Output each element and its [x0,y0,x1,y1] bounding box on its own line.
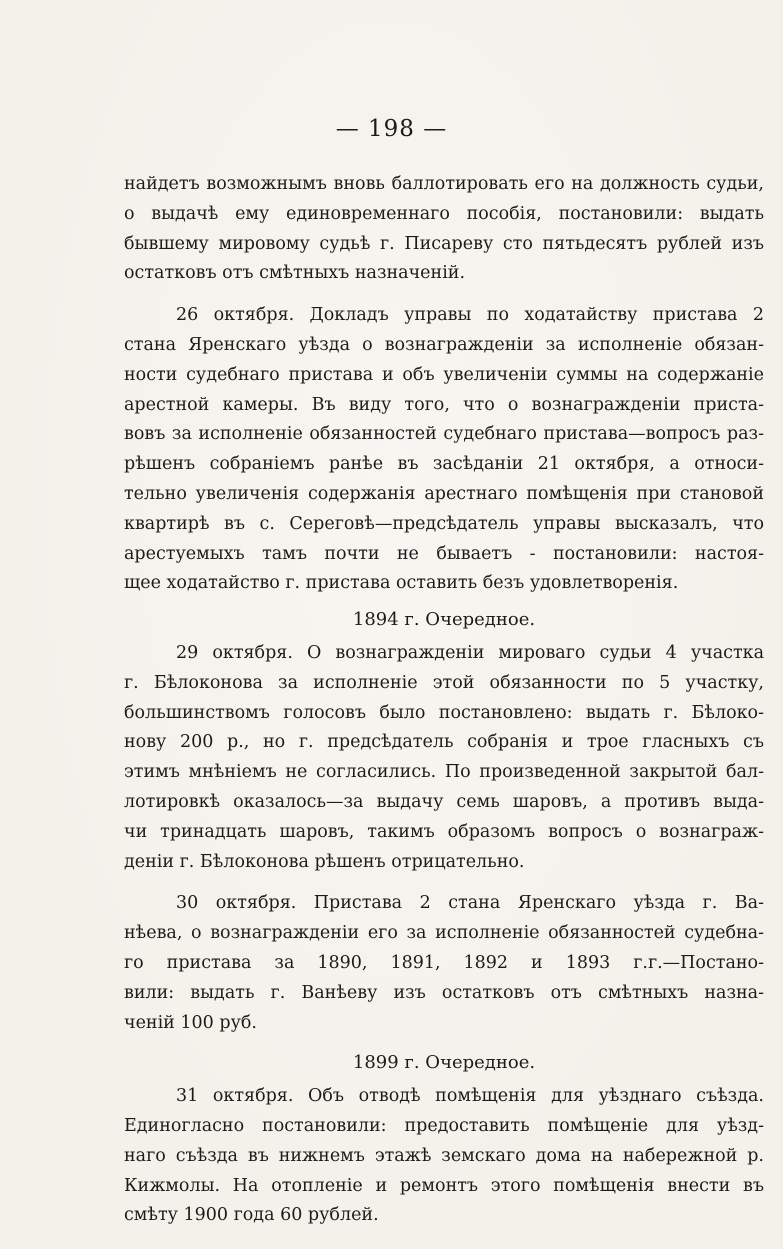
text-line: арестуемыхъ тамъ почти не бываетъ - постановили: настоя- [124,543,764,564]
text-line: тельно увеличенія содержанія арестнаго помѣщенія при становой [124,483,764,504]
document-body [124,170,764,1231]
text-line: бывшему мировому судьѣ г. Писареву сто пятьдесятъ рублей изъ [124,233,764,254]
paragraph [124,1082,764,1231]
text-line: нову 200 р., но г. предсѣдатель собранія и трое гласныхъ съ [124,732,764,753]
text-line: Единогласно постановили: предоставить помѣщеніе для уѣзд- [124,1115,764,1136]
section-heading: 1894 г. Очередное. [352,609,536,631]
text-line: Кижмолы. На отопленіе и ремонтъ этого помѣщенія внести въ [124,1175,764,1196]
page-number: — 198 — [335,116,448,142]
text-line: лотировкѣ оказалось—за выдачу семь шаровъ, а противъ выда- [124,791,764,812]
text-line: ченій 100 руб. [124,1012,257,1033]
text-line: о выдачѣ ему единовременнаго пособія, постановили: выдать [124,203,764,224]
paragraph [124,170,764,289]
paragraph [124,639,764,877]
text-line: 30 октября. Пристава 2 стана Яренскаго уѣзда г. Ва- [176,893,764,914]
text-line: этимъ мнѣніемъ не согласились. По произведенной закрытой бал- [124,762,764,783]
text-line: чи тринадцать шаровъ, такимъ образомъ вопросъ о вознаграж- [124,821,764,842]
text-line: большинствомъ голосовъ было постановлено: выдать г. Бѣлоко- [124,702,764,723]
text-line: рѣшенъ собраніемъ ранѣе въ засѣданіи 21 октября, а относи- [124,454,764,475]
section-heading: 1899 г. Очередное. [352,1052,536,1074]
text-line: го пристава за 1890, 1891, 1892 и 1893 г.г.—Постано- [124,952,764,973]
text-line: ности судебнаго пристава и объ увеличеніи суммы на содержаніе [124,364,764,385]
text-line: смѣту 1900 года 60 рублей. [124,1205,379,1226]
text-line: наго съѣзда въ нижнемъ этажѣ земскаго дома на набережной р. [124,1145,764,1166]
text-line: найдетъ возможнымъ вновь баллотировать его на должность судьи, [124,174,764,194]
text-line: остатковъ отъ смѣтныхъ назначеній. [124,263,466,284]
text-line: 31 октября. Объ отводѣ помѣщенія для уѣзднаго съѣзда. [176,1086,764,1107]
text-line: вили: выдать г. Ванѣеву изъ остатковъ отъ смѣтныхъ назна- [124,982,764,1003]
paragraph [124,889,764,1038]
text-line: 26 октября. Докладъ управы по ходатайству пристава 2 [176,305,764,326]
text-line: стана Яренскаго уѣзда о вознагражденіи за исполненіе обязан- [124,334,764,355]
paragraph [124,301,764,599]
text-line: арестной камеры. Въ виду того, что о вознагражденіи приста- [124,394,764,415]
text-line: 29 октября. О вознагражденіи мироваго судьи 4 участка [176,642,764,663]
text-line: вовъ за исполненіе обязанностей судебнаго пристава—вопросъ раз- [124,424,764,445]
text-line: квартирѣ въ с. Сереговѣ—предсѣдатель управы высказалъ, что [124,513,764,534]
text-line: г. Бѣлоконова за исполненіе этой обязанности по 5 участку, [124,672,764,693]
text-line: деніи г. Бѣлоконова рѣшенъ отрицательно. [124,851,525,872]
text-line: нѣева, о вознагражденіи его за исполненіе обязанностей судебна- [124,923,764,944]
text-line: щее ходатайство г. пристава оставить безъ удовлетворенія. [124,573,679,594]
